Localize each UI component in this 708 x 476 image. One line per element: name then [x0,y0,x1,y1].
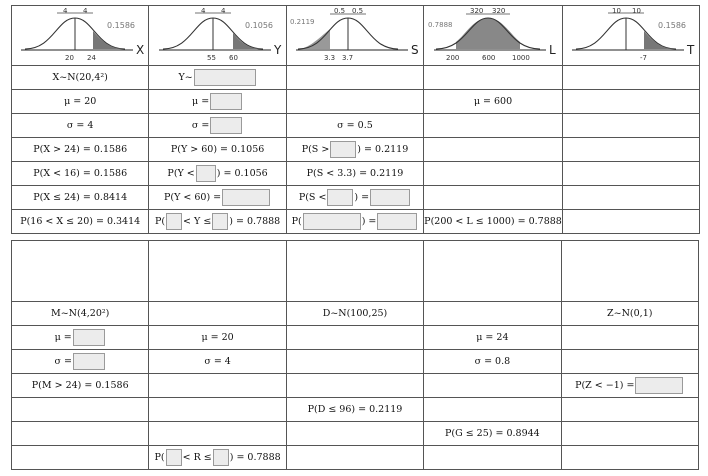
empty-cell [561,446,698,470]
empty-cell [424,374,561,398]
empty-cell [286,350,423,374]
p-y-cell [149,210,286,234]
sketch-row-empty [12,241,699,302]
sketch-y-cell [149,6,286,66]
sigma-row [12,350,699,374]
dist-y-label: Y~ [178,72,193,83]
p-s-prefix: P(S > [301,144,330,155]
p-d-le-96: P(D ≤ 96) = 0.2119 [286,398,423,422]
tail-probability: 0.1586 [658,21,687,30]
empty-cell [424,138,563,162]
p-s-cell [286,138,423,162]
table-bottom [11,240,699,470]
sd-label-right: 320 [492,7,506,15]
sd-label-right: 4 [83,7,88,15]
empty-cell [424,398,561,422]
tick-label: 1000 [512,54,530,61]
dist-m: M~N(4,20²) [12,302,149,326]
tick-label: 55 [206,54,216,61]
empty-cell [561,326,698,350]
empty-cell [149,241,286,302]
tick-label: 3.3 [323,54,336,61]
sigma-s: σ = 0.5 [286,114,423,138]
sigma-g: σ = 0.8 [424,350,561,374]
s-bound-input[interactable] [327,189,353,206]
dist-y-input[interactable] [194,69,256,86]
mu-x: μ = 20 [12,90,149,114]
empty-cell [149,302,286,326]
sigma-y-input[interactable] [210,117,242,134]
mu-y-input[interactable] [210,93,242,110]
mean-row [12,326,699,350]
p-s-less-3-3: P(S < 3.3) = 0.2119 [286,162,423,186]
dist-d: D~N(100,25) [286,302,423,326]
dist-z: Z~N(0,1) [561,302,698,326]
p-y-prefix: P(Y < [167,168,195,179]
empty-cell [424,302,561,326]
empty-cell [562,138,699,162]
p-s-suffix: ) = [354,192,370,203]
sd-label-left: 0.5 [333,7,346,15]
p-y-mid: < Y ≤ [183,216,212,227]
p-s-prefix: P(S < [298,192,327,203]
empty-cell [562,210,699,234]
dist-y-cell [149,66,286,90]
prob-row-1 [12,374,699,398]
p-r-prefix: P( [154,452,165,463]
axis-letter: S [410,43,419,57]
y-bound-input[interactable] [196,165,216,182]
empty-cell [149,422,286,446]
p-s-cell [286,186,423,210]
mu-y-cell [149,90,286,114]
empty-cell [286,326,423,350]
mu-r: μ = 20 [149,326,286,350]
empty-cell [562,90,699,114]
empty-cell [286,446,423,470]
empty-cell [424,241,561,302]
empty-cell [562,162,699,186]
tail-probability: 0.2119 [289,18,315,26]
sd-label-left: 4 [63,7,68,15]
shaded-tail [233,33,263,49]
prob-row-3 [12,186,700,210]
y-upper-input[interactable] [212,213,228,230]
sd-label-left: 10 [612,7,621,15]
empty-cell [561,422,698,446]
sd-label-left: 4 [200,7,206,15]
normal-curve-s-sketch [288,6,422,61]
p-y-prefix: P(Y < 60) = [164,192,222,203]
p-y-suffix: ) = 0.1056 [216,168,268,179]
p-z-prefix: P(Z < −1) = [575,380,635,391]
p-x-greater-24: P(X > 24) = 0.1586 [12,138,149,162]
distribution-row [12,66,700,90]
sigma-x: σ = 4 [12,114,149,138]
p-r-suffix: ) = 0.7888 [229,452,281,463]
sigma-m-cell [12,350,149,374]
p-y-prefix: P( [154,216,166,227]
z-prob-input[interactable] [635,377,683,394]
empty-cell [424,114,563,138]
sigma-m-label: σ = [54,356,72,367]
prob-row-4 [12,446,699,470]
p-y-suffix: ) = 0.7888 [229,216,281,227]
tail-probability: 0.1056 [244,21,273,30]
empty-cell [562,114,699,138]
empty-cell [424,66,563,90]
empty-cell [561,350,698,374]
sketch-row [12,6,700,66]
p-y-cell [149,186,286,210]
axis-letter: Y [273,43,281,57]
empty-cell [424,186,563,210]
p-s-suffix: ) = 0.2119 [357,144,409,155]
p-x-less-16: P(X < 16) = 0.1586 [12,162,149,186]
s-interval-input[interactable] [303,213,361,230]
p-y-greater-60: P(Y > 60) = 0.1056 [149,138,286,162]
normal-curve-l-sketch [426,6,560,61]
sigma-y-label: σ = [191,120,210,131]
sketch-l-cell [424,6,563,66]
shaded-tail [298,29,330,49]
p-s-cell [286,210,423,234]
sigma-m-input[interactable] [73,353,105,370]
y-prob-input[interactable] [222,189,270,206]
axis-letter: T [687,43,695,57]
empty-cell [12,398,149,422]
empty-cell [12,241,149,302]
prob-row-1 [12,138,700,162]
axis-letter: X [136,43,145,57]
s-prob-input[interactable] [377,213,417,230]
p-l-between: P(200 < L ≤ 1000) = 0.7888 [424,210,563,234]
empty-cell [424,162,563,186]
empty-cell [149,374,286,398]
p-r-cell [149,446,286,470]
shaded-probability: 0.7888 [428,21,453,29]
empty-cell [286,241,423,302]
sd-label-right: 4 [220,7,226,15]
r-lower-input[interactable] [166,449,182,466]
distribution-row [12,302,699,326]
empty-cell [12,446,149,470]
empty-cell [149,398,286,422]
s-prob-input[interactable] [370,189,410,206]
normal-curve-y-sketch [151,6,285,61]
p-r-mid: < R ≤ [182,452,212,463]
tick-label: 200 [446,54,460,61]
empty-cell [286,374,423,398]
empty-cell [561,241,698,302]
empty-cell [561,398,698,422]
empty-cell [12,422,149,446]
p-m-greater-24: P(M > 24) = 0.1586 [12,374,149,398]
mean-row [12,90,700,114]
p-y-cell [149,162,286,186]
sketch-x-cell [12,6,149,66]
sketch-s-cell [286,6,423,66]
shaded-tail [93,31,125,49]
p-z-cell [561,374,698,398]
sigma-r: σ = 4 [149,350,286,374]
normal-curve-x-sketch [13,6,147,61]
sd-label-right: 10 [632,7,641,15]
p-s-prefix: P( [291,216,302,227]
sigma-row [12,114,700,138]
y-lower-input[interactable] [166,213,182,230]
p-s-suffix: ) = [361,216,377,227]
mu-l: μ = 600 [424,90,563,114]
shaded-tail [644,31,676,49]
empty-cell [286,66,423,90]
axis-letter: L [549,43,556,57]
tick-label: 600 [482,54,496,61]
dist-x: X~N(20,4²) [12,66,149,90]
p-g-le-25: P(G ≤ 25) = 0.8944 [424,422,561,446]
prob-row-2 [12,398,699,422]
table-top [11,5,700,234]
tail-probability: 0.1586 [107,21,136,30]
tick-label: 24 [87,54,97,61]
empty-cell [286,90,423,114]
mu-y-label: μ = [192,96,210,107]
p-x-between: P(16 < X ≤ 20) = 0.3414 [12,210,149,234]
mu-m-label: μ = [54,332,72,343]
tick-label: 3.7 [341,54,354,61]
p-x-le-24: P(X ≤ 24) = 0.8414 [12,186,149,210]
shaded-region [456,18,520,49]
tick-label: -7 [640,54,648,61]
sigma-y-cell [149,114,286,138]
tick-label: 60 [228,54,238,61]
normal-curve-t-sketch [564,6,698,61]
mu-g: μ = 24 [424,326,561,350]
s-bound-input[interactable] [330,141,356,158]
sd-label-left: 320 [470,7,484,15]
sketch-t-cell [562,6,699,66]
r-upper-input[interactable] [213,449,229,466]
prob-row-2 [12,162,700,186]
empty-cell [286,422,423,446]
prob-row-4 [12,210,700,234]
empty-cell [424,446,561,470]
empty-cell [562,66,699,90]
tick-label: 20 [65,54,75,61]
empty-cell [562,186,699,210]
sd-label-right: 0.5 [351,7,364,15]
prob-row-3 [12,422,699,446]
mu-m-cell [12,326,149,350]
mu-m-input[interactable] [73,329,105,346]
